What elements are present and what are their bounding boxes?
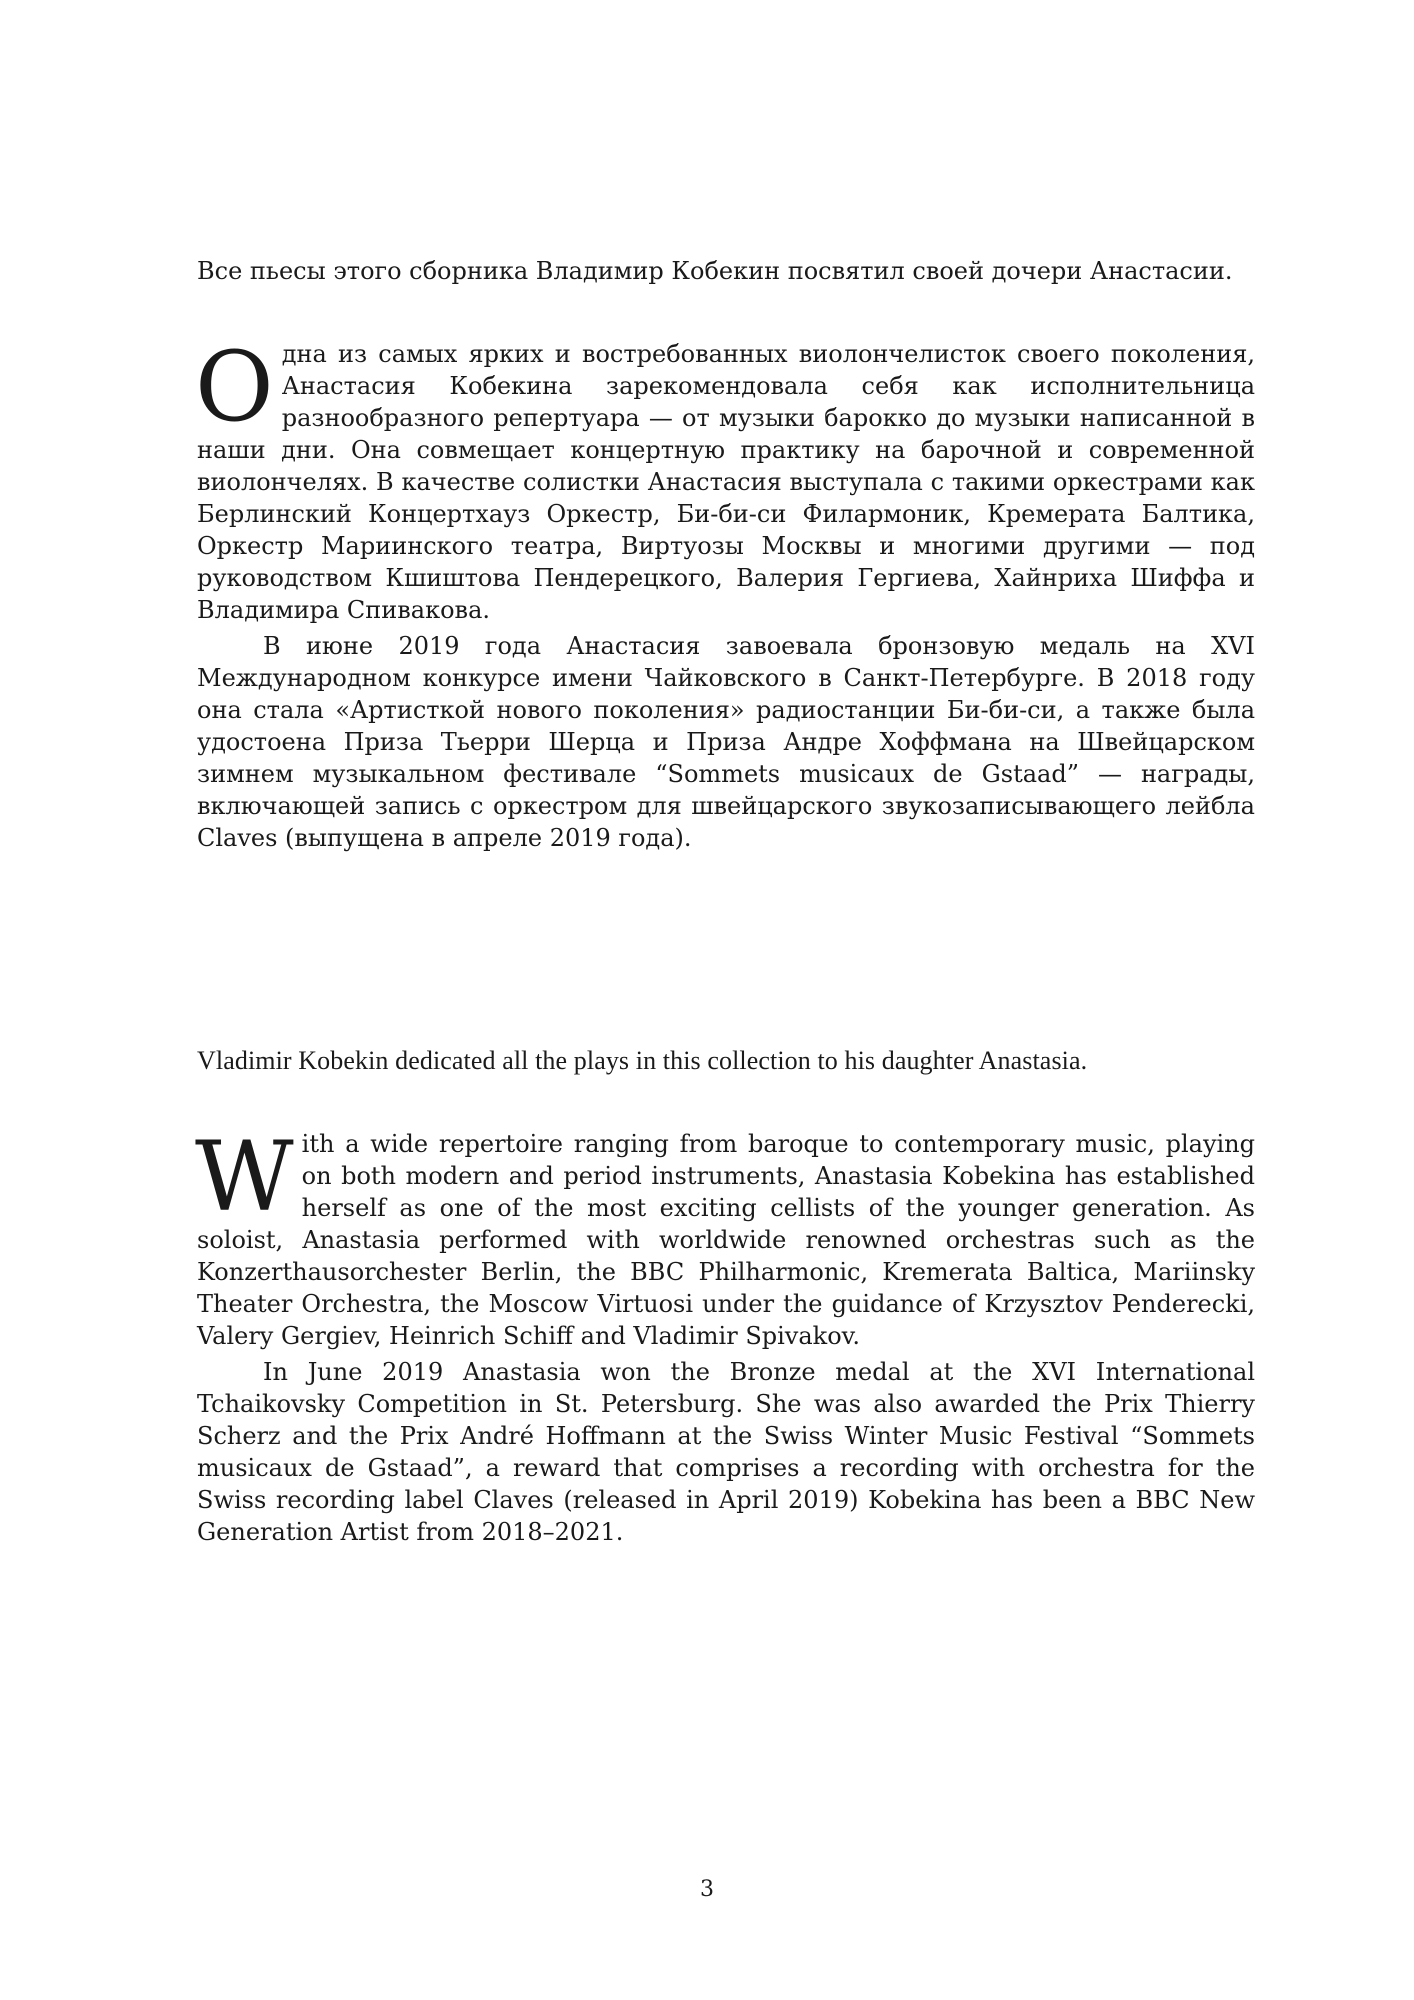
- page-number: 3: [700, 1877, 714, 1902]
- english-dedication: Vladimir Kobekin dedicated all the plays in this collection to his daughter Anastasia.: [197, 1046, 1088, 1075]
- english-paragraph-2: In June 2019 Anastasia won the Bronze medal at the XVI International Tchaikovsky Competition in St. Petersburg. She was also awarded the Prix Thierry Scherz and the Prix André Hoffmann at the Swiss Winter Music Festival “Sommets musicaux de Gstaad”, a reward that comprises a recording with orchestra for the Swiss recording label Claves (released in April 2019) Kobekina has been a BBC New Generation Artist from 2018–2021.: [197, 1358, 1255, 1546]
- russian-paragraph-2: В июне 2019 года Анастасия завоевала бронзовую медаль на XVI Международном конкурсе имени Чайковского в Санкт-Петербурге. В 2018 году она стала «Артисткой нового поколения» радиостанции Би-би-си, а также была удостоена Приза Тьерри Шерца и Приза Андре Хоффмана на Швейцарском зимнем музыкальном фестивале “Sommets musicaux de Gstaad” — награды, включающей запись с оркестром для швейцарского звукозаписывающего лейбла Claves (выпущена в апреле 2019 года).: [197, 632, 1255, 852]
- russian-paragraph-1: [195, 331, 1255, 626]
- english-drop-cap: W: [195, 1121, 294, 1233]
- russian-dedication: Все пьесы этого сборника Владимир Кобекин посвятил своей дочери Анастасии.: [197, 257, 1233, 285]
- russian-biography: [195, 331, 1255, 854]
- english-paragraph-1-text: ith a wide repertoire ranging from baroque to contemporary music, playing on both modern and period instruments, Anastasia Kobekina has established herself as one of the most exciting cellists of the younger generation. As soloist, Anastasia performed with worldwide renowned orchestras such as the Konzerthausorchester Berlin, the BBC Philharmonic, Kremerata Baltica, Mariinsky Theater Orchestra, the Moscow Virtuosi under the guidance of Krzysztov Penderecki, Valery Gergiev, Heinrich Schiff and Vladimir Spivakov.: [197, 1130, 1255, 1350]
- russian-paragraph-1-text: дна из самых ярких и востребованных виолончелисток своего поколения, Анастасия Кобекина зарекомендовала себя как исполнительница разнообразного репертуара — от музыки барокко до музыки написанной в наши дни. Она совмещает концертную практику на барочной и современной виолончелях. В качестве солистки Анастасия выступала с такими оркестрами как Берлинский Концертхауз Оркестр, Би-би-си Филармоник, Кремерата Балтика, Оркестр Мариинского театра, Виртуозы Москвы и многими другими — под руководством Кшиштова Пендерецкого, Валерия Гергиева, Хайнриха Шиффа и Владимира Спивакова.: [197, 340, 1255, 624]
- english-paragraph-1: [195, 1121, 1255, 1352]
- english-biography: [195, 1121, 1255, 1548]
- russian-drop-cap: О: [195, 331, 274, 443]
